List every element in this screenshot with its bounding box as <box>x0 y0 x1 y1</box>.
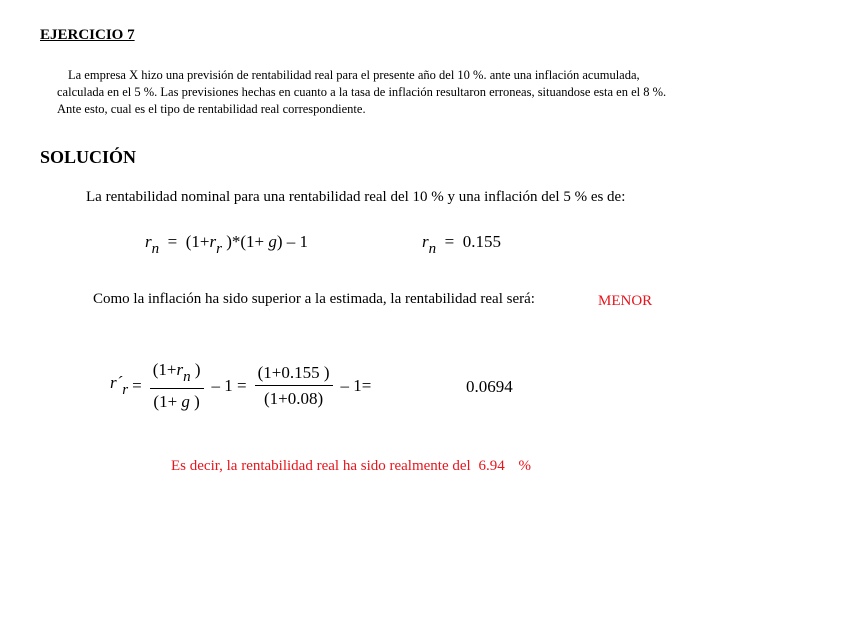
nominal-intro: La rentabilidad nominal para una rentabilidad real del 10 % y una inflación del 5 % es de: <box>86 189 626 205</box>
real-rate-result: 0.0694 <box>466 377 513 396</box>
conclusion-unit: % <box>518 458 531 474</box>
nominal-result: $r_n = 0.155$ <box>422 232 501 257</box>
comparison-answer: MENOR <box>598 293 653 309</box>
conclusion-value: 6.94 <box>478 458 505 474</box>
statement-line-2: calculada en el 5 %. Las previsiones hechas en cuanto a la tasa de inflación resultaron erroneas, situandose esta en el 8 %. <box>57 85 667 99</box>
nominal-result-value: 0.155 <box>462 232 501 251</box>
statement-line-3: Ante esto, cual es el tipo de rentabilidad real correspondiente. <box>57 102 366 116</box>
nominal-formula: $r_n = (1+r_r$ )*(1+ g) – 1 <box>145 232 309 257</box>
comparison-text: Como la inflación ha sido superior a la estimada, la rentabilidad real será: <box>93 291 535 307</box>
fraction-symbolic: $\frac{(1+r_n )}{(1+ g )}$ <box>150 360 204 412</box>
fraction-numeric-numerator: (1+0.155 ) <box>255 363 333 386</box>
exercise-statement <box>57 67 797 118</box>
solution-heading: SOLUCIÓN <box>40 147 137 167</box>
exercise-title: EJERCICIO 7 <box>40 27 135 43</box>
fraction-numeric <box>255 363 333 409</box>
real-rate-formula: $r´_r$ = $\frac{(1+r_n )}{(1+ g )}$ – 1 = $\frac{(1+0.155 )}{(1+0.08)}$ – 1= <box>110 360 372 411</box>
fraction-numeric-denominator: (1+0.08) <box>263 389 324 408</box>
statement-line-1: La empresa X hizo una previsión de rentabilidad real para el presente año del 10 %. ante una inflación acumulada, <box>68 68 640 82</box>
conclusion-prefix: Es decir, la rentabilidad real ha sido realmente del <box>171 458 471 474</box>
conclusion <box>171 458 531 475</box>
